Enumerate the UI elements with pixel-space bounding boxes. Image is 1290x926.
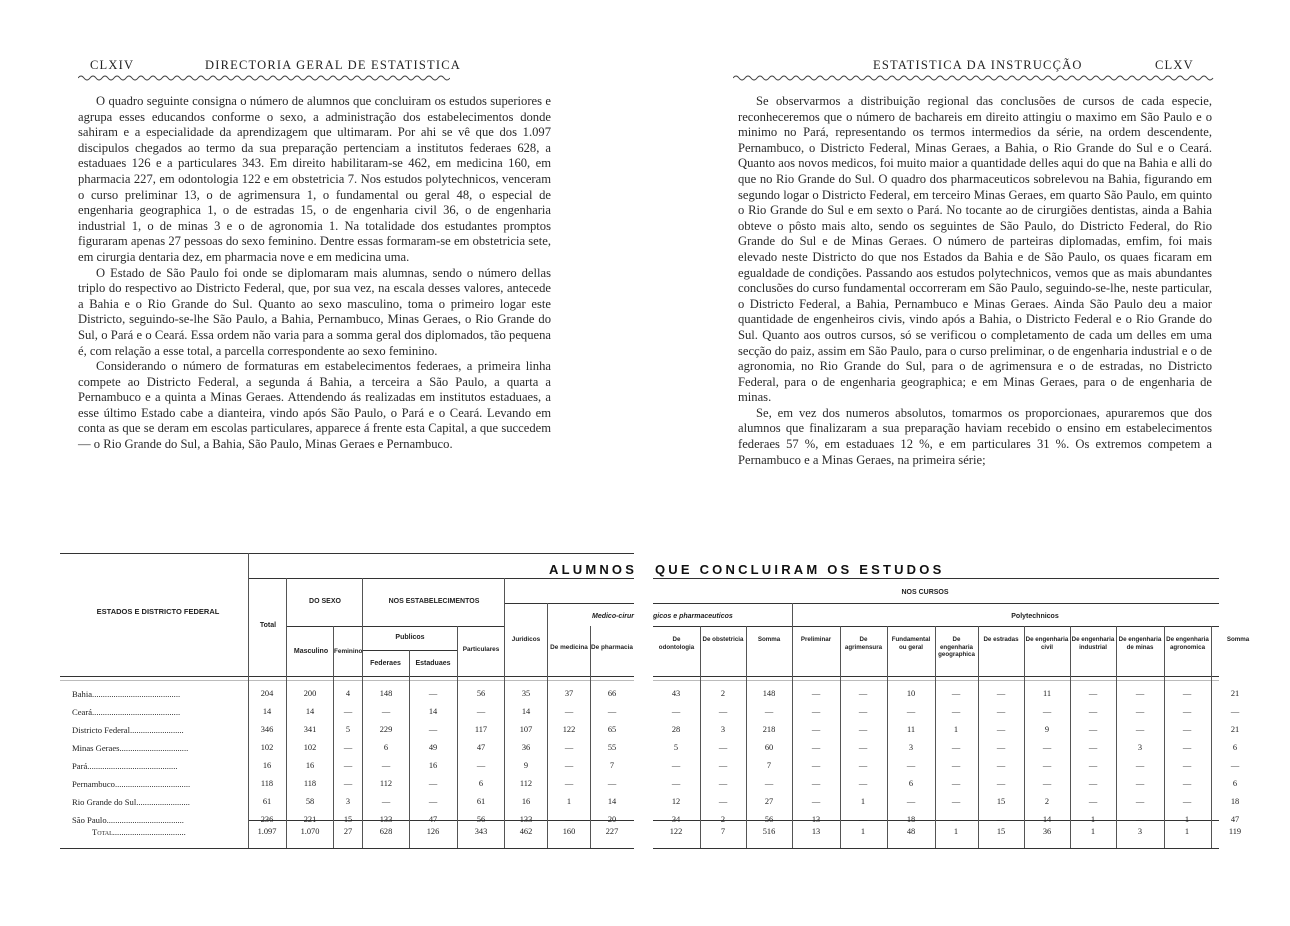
table-cell: —: [951, 797, 961, 806]
table-cell: 21: [1230, 725, 1240, 734]
table-cell: —: [671, 707, 681, 716]
table-cell: —: [476, 707, 486, 716]
table-cell: 204: [260, 689, 274, 698]
table-cell: 6: [1232, 779, 1238, 788]
table-cell: —: [1135, 707, 1145, 716]
table-cell: —: [718, 743, 728, 752]
table-cell: 200: [303, 689, 317, 698]
table-cell: 43: [671, 689, 681, 698]
table-cell: 56: [764, 815, 774, 824]
table-cell: 56: [476, 815, 486, 824]
table-cell: —: [1135, 761, 1145, 770]
table-cell: —: [1088, 761, 1098, 770]
table-cell: —: [1182, 743, 1192, 752]
table-cell: —: [1230, 761, 1240, 770]
table-cell: —: [428, 779, 438, 788]
table-cell: 9: [1044, 725, 1050, 734]
table-cell: 2: [720, 815, 726, 824]
table-cell: 60: [764, 743, 774, 752]
table-cell: 20: [607, 815, 617, 824]
state-row-label: Districto Federal.........................: [72, 725, 184, 735]
table-cell: —: [1088, 707, 1098, 716]
table-cell: 102: [303, 743, 317, 752]
table-cell: —: [607, 779, 617, 788]
table-cell: —: [564, 779, 574, 788]
table-cell: 1: [566, 797, 572, 806]
table-cell: —: [718, 761, 728, 770]
table-cell: 56: [476, 689, 486, 698]
total-cell: 160: [562, 827, 576, 836]
table-cell: —: [564, 815, 574, 824]
hdr-obstetricia: De obstetricia: [702, 636, 744, 643]
state-row-label: Ceará.........................................: [72, 707, 181, 717]
table-cell: —: [951, 707, 961, 716]
hdr-estaduaes: Estaduaes: [415, 660, 451, 667]
table-cell: 118: [303, 779, 317, 788]
table-cell: 1: [860, 797, 866, 806]
table-cell: —: [1042, 707, 1052, 716]
table-cell: 6: [383, 743, 389, 752]
table-cell: —: [764, 779, 774, 788]
table-cell: —: [951, 689, 961, 698]
table-cell: 148: [762, 689, 776, 698]
table-cell: 14: [428, 707, 438, 716]
hdr-do-sexo: DO SEXO: [309, 598, 341, 605]
table-cell: —: [1135, 725, 1145, 734]
total-row-label: Total..................................: [92, 827, 186, 837]
table-cell: 3: [908, 743, 914, 752]
right-folio: CLXV: [1155, 58, 1194, 72]
total-cell: 227: [605, 827, 619, 836]
table-cell: 66: [607, 689, 617, 698]
table-cell: —: [811, 761, 821, 770]
table-cell: —: [428, 797, 438, 806]
table-cell: 3: [345, 797, 351, 806]
table-cell: 1: [1184, 815, 1190, 824]
table-cell: —: [343, 761, 353, 770]
table-cell: —: [1042, 743, 1052, 752]
table-cell: —: [428, 725, 438, 734]
hdr-preliminar: Preliminar: [800, 636, 832, 643]
hdr-geographica: De engenharia geographica: [938, 636, 975, 658]
table-cell: —: [564, 707, 574, 716]
table-cell: —: [996, 761, 1006, 770]
total-cell: 36: [1042, 827, 1052, 836]
table-cell: 14: [1042, 815, 1052, 824]
hdr-somma: Somma: [757, 636, 781, 643]
table-cell: 14: [305, 707, 315, 716]
table-cell: —: [811, 707, 821, 716]
table-cell: —: [718, 707, 728, 716]
table-cell: —: [381, 797, 391, 806]
table-cell: —: [1182, 761, 1192, 770]
total-cell: 1.070: [300, 827, 320, 836]
table-cell: 5: [345, 725, 351, 734]
total-cell: 1: [1090, 827, 1096, 836]
table-cell: 148: [379, 689, 393, 698]
hdr-medico-cirur: Medico-cirur: [591, 613, 634, 620]
stub-header: ESTADOS E DISTRICTO FEDERAL: [96, 607, 220, 616]
table-cell: —: [1088, 779, 1098, 788]
table-cell: —: [764, 707, 774, 716]
table-cell: 16: [262, 761, 272, 770]
total-cell: 1: [860, 827, 866, 836]
hdr-medico-pharmaceuticos: gicos e pharmaceuticos: [653, 613, 733, 620]
hdr-agronomica: De engenharia agronomica: [1166, 636, 1209, 651]
total-cell: 15: [996, 827, 1006, 836]
table-cell: 21: [1230, 689, 1240, 698]
total-cell: 48: [906, 827, 916, 836]
total-cell: 343: [474, 827, 488, 836]
right-page: [645, 0, 1290, 926]
table-cell: —: [1135, 779, 1145, 788]
state-row-label: Rio Grande do Sul.........................: [72, 797, 190, 807]
hdr-federaes: Federaes: [370, 660, 401, 667]
hdr-odontologia: De odontologia: [658, 636, 695, 651]
right-head-rule: [733, 74, 1215, 82]
table-cell: 13: [811, 815, 821, 824]
table-cell: —: [1182, 725, 1192, 734]
table-cell: —: [1042, 761, 1052, 770]
table-cell: —: [607, 707, 617, 716]
table-cell: —: [858, 743, 868, 752]
hdr-publicos: Publicos: [395, 634, 425, 641]
table-cell: —: [996, 743, 1006, 752]
left-paragraph-1: O quadro seguinte consigna o número de alumnos que concluiram os estudos superiores e agrupa esses educandos conforme o sexo, a administração dos estabelecimentos donde sahiram e a especialidade da aprendizagem que ultimaram. Por ahi se vê que dos 1.097 discipulos chegados ao termo da sua preparação pertenciam a institutos federaes 628, a estaduaes 126 e a particulares 343. Em direito habilitaram-se 462, em medicina 160, em pharmacia 227, em odontologia 122 e em obstetricia 7. Nos estudos polytechnicos, venceram o curso preliminar 13, o de agrimensura 1, o fundamental ou geral 48, o especial de engenharia geographica 1, o de estradas 15, o de engenharia civil 36, o de engenharia industrial 1, o de minas 3 e o de agronomia 1. Na totalidade dos estudantes promptos figuraram apenas 27 pessoas do sexo feminino. Dentre essas formaram-se em obstetricia sete, em cirurgia dentaria dez, em pharmacia nove e em medicina uma.: [78, 94, 551, 264]
state-row-label: Pará..........................................: [72, 761, 178, 771]
table-cell: —: [343, 743, 353, 752]
table-cell: 112: [379, 779, 393, 788]
table-cell: —: [476, 761, 486, 770]
total-cell: 3: [1137, 827, 1143, 836]
hdr-masculino: Masculino: [293, 648, 329, 655]
table-cell: 15: [996, 797, 1006, 806]
hdr-minas: De engenharia de minas: [1118, 636, 1162, 651]
table-cell: 18: [1230, 797, 1240, 806]
table-cell: —: [1088, 743, 1098, 752]
table-cell: —: [381, 761, 391, 770]
table-cell: —: [996, 707, 1006, 716]
table-cell: —: [996, 779, 1006, 788]
left-running-head: DIRECTORIA GERAL DE ESTATISTICA: [205, 58, 461, 72]
table-cell: 2: [1044, 797, 1050, 806]
table-title-right: QUE CONCLUIRAM OS ESTUDOS: [655, 562, 945, 577]
table-cell: 107: [519, 725, 533, 734]
total-cell: 462: [519, 827, 533, 836]
table-cell: 35: [521, 689, 531, 698]
table-cell: —: [343, 779, 353, 788]
table-cell: —: [951, 779, 961, 788]
hdr-nos-estabelecimentos: NOS ESTABELECIMENTOS: [388, 598, 480, 605]
table-cell: —: [858, 725, 868, 734]
table-cell: —: [996, 725, 1006, 734]
hdr-agrimensura: De agrimensura: [844, 636, 883, 651]
table-cell: 6: [908, 779, 914, 788]
table-cell: 229: [379, 725, 393, 734]
right-paragraph-1: Se observarmos a distribuição regional das conclusões de cursos de cada especie, reconheceremos que o número de bachareis em direito attingiu o maximo em São Paulo e o minimo no Pará, representando os termos intermedios da série, na ordem descendente, Pernambuco, o Districto Federal, Minas Geraes, a Bahia, o Rio Grande do Sul e o Ceará. Quanto aos novos medicos, foi muito maior a quantidade delles aqui do que na Bahia e alli do que no Rio Grande do Sul. O quadro dos pharmaceuticos sobrelevou na Bahia, figurando em segundo logar o Districto Federal, em terceiro Minas Geraes, em quarto São Paulo, em quinto o Rio Grande do Sul e em sexto o Pará. No tocante ao de cirurgiões dentistas, ainda a Bahia obteve o pôsto mais alto, sendo os seguintes de São Paulo, do Districto Federal, do Rio Grande do Sul e de Minas Geraes. O número de parteiras diplomadas, emfim, foi mais elevado neste Districto do que nos Estados da Bahia e de São Paulo, os quaes ficaram em egualdade de condições. Passando aos estudos polytechnicos, vemos que as mais abundantes conclusões do curso fundamental occorreram em São Paulo, seguindo-se-lhe, neste particular, o Districto Federal, a Bahia, Pernambuco e Minas Geraes. Ainda São Paulo deu a maior quantidade de engenheiros civis, vindo após a Bahia, o Districto Federal e o Rio Grande do Sul. Quanto aos outros cursos, só se verificou o completamento de cada um delles em uma secção do paiz, assim em São Paulo, para o curso preliminar, o de engenharia industrial e o de agronomia, no Rio Grande do Sul, para o de agrimensura e o de estradas, no Districto Federal, para o de engenharia geographica; e em Minas Geraes, para o de engenharia de minas.: [738, 94, 1212, 405]
table-cell: —: [1088, 797, 1098, 806]
table-cell: —: [951, 815, 961, 824]
table-cell: 122: [562, 725, 576, 734]
table-cell: 37: [564, 689, 574, 698]
table-cell: —: [906, 707, 916, 716]
table-cell: 221: [303, 815, 317, 824]
table-cell: 47: [1230, 815, 1240, 824]
table-cell: 4: [345, 689, 351, 698]
hdr-nos-cursos: NOS CURSOS: [901, 589, 949, 596]
table-cell: 14: [607, 797, 617, 806]
table-cell: 61: [262, 797, 272, 806]
table-cell: —: [858, 779, 868, 788]
state-row-label: São Paulo....................................: [72, 815, 184, 825]
table-cell: 118: [260, 779, 274, 788]
table-cell: 112: [519, 779, 533, 788]
table-cell: 1: [953, 725, 959, 734]
hdr-medicina: De medicina: [550, 644, 588, 651]
table-cell: 14: [521, 707, 531, 716]
table-cell: 117: [474, 725, 488, 734]
left-paragraph-3: Considerando o número de formaturas em estabelecimentos federaes, a primeira linha compete ao Districto Federal, a segunda á Bahia, a terceira a São Paulo, a quarta a Pernambuco e a quinta a Minas Geraes. Attendendo ás realizadas em institutos estaduaes, a esse último Estado cabe a dianteira, vindo após São Paulo, o Pará e o Ceará. Levando em conta as que se deram em escolas particulares, apparece á frente esta Capital, a que succedem — o Rio Grande do Sul, a Bahia, São Paulo, Minas Geraes e Pernambuco.: [78, 359, 551, 452]
table-cell: —: [811, 797, 821, 806]
table-cell: 47: [428, 815, 438, 824]
table-cell: —: [1088, 725, 1098, 734]
table-cell: 7: [766, 761, 772, 770]
state-row-label: Bahia.........................................: [72, 689, 181, 699]
table-cell: —: [564, 761, 574, 770]
table-cell: 11: [1042, 689, 1052, 698]
left-head-rule: [78, 74, 450, 82]
table-cell: 49: [428, 743, 438, 752]
total-cell: 628: [379, 827, 393, 836]
table-cell: —: [951, 743, 961, 752]
table-cell: —: [1230, 707, 1240, 716]
table-cell: 1: [1090, 815, 1096, 824]
hdr-somma2: Somma: [1226, 636, 1250, 643]
left-body: [78, 94, 551, 453]
table-cell: —: [1088, 689, 1098, 698]
table-cell: 14: [262, 707, 272, 716]
left-paragraph-2: O Estado de São Paulo foi onde se diplomaram mais alumnas, sendo o número dellas triplo do respectivo ao Districto Federal, que, por sua vez, na escala desses valores, antecede a Bahia e o Rio Grande do Sul. Quanto ao sexo masculino, toma o primeiro logar este Districto, seguindo-se-lhe São Paulo, a Bahia, Pernambuco, Minas Geraes, o Rio Grande do Sul, o Pará e o Ceará. Essa ordem não varia para a somma geral dos diplomados, tão pequena é, com relação a esse total, a parcella correspondente ao sexo feminino.: [78, 265, 551, 358]
hdr-pharmacia: De pharmacia: [591, 644, 633, 651]
table-cell: —: [1182, 779, 1192, 788]
table-cell: 12: [671, 797, 681, 806]
total-cell: 13: [811, 827, 821, 836]
table-cell: 10: [906, 689, 916, 698]
table-cell: 3: [720, 725, 726, 734]
table-cell: 2: [720, 689, 726, 698]
table-cell: 61: [476, 797, 486, 806]
table-cell: 7: [609, 761, 615, 770]
hdr-particulares: Particulares: [462, 646, 500, 653]
table-cell: —: [1042, 779, 1052, 788]
hdr-juridicos: Juridicos: [511, 636, 541, 643]
hdr-civil: De engenharia civil: [1025, 636, 1069, 651]
table-cell: 27: [764, 797, 774, 806]
total-cell: 119: [1228, 827, 1242, 836]
table-cell: —: [906, 761, 916, 770]
total-cell: 7: [720, 827, 726, 836]
table-cell: —: [1135, 689, 1145, 698]
table-cell: —: [1182, 707, 1192, 716]
total-cell: 1: [953, 827, 959, 836]
total-cell: 1.097: [257, 827, 277, 836]
table-cell: —: [858, 689, 868, 698]
table-cell: —: [671, 761, 681, 770]
table-cell: —: [858, 815, 868, 824]
table-cell: 133: [519, 815, 533, 824]
table-cell: —: [718, 797, 728, 806]
table-cell: —: [811, 725, 821, 734]
table-cell: 11: [906, 725, 916, 734]
table-cell: —: [1182, 689, 1192, 698]
table-cell: 18: [906, 815, 916, 824]
total-cell: 27: [343, 827, 353, 836]
table-cell: 218: [762, 725, 776, 734]
table-cell: 6: [478, 779, 484, 788]
table-cell: 341: [303, 725, 317, 734]
table-cell: 6: [1232, 743, 1238, 752]
hdr-estradas: De estradas: [983, 636, 1019, 643]
table-bottom-rule: [60, 848, 634, 849]
table-cell: 55: [607, 743, 617, 752]
left-folio: CLXIV: [90, 58, 135, 72]
table-cell: 36: [521, 743, 531, 752]
table-cell: 16: [521, 797, 531, 806]
table-cell: —: [951, 761, 961, 770]
table-cell: 16: [428, 761, 438, 770]
total-cell: 126: [426, 827, 440, 836]
table-cell: 65: [607, 725, 617, 734]
hdr-feminino: Feminino: [334, 648, 363, 655]
table-cell: 34: [671, 815, 681, 824]
table-cell: —: [343, 707, 353, 716]
right-body: [738, 94, 1212, 468]
table-top-rule: [60, 553, 634, 554]
table-cell: 3: [1137, 743, 1143, 752]
table-cell: —: [1182, 797, 1192, 806]
total-cell: 122: [669, 827, 683, 836]
table-cell: —: [381, 707, 391, 716]
table-cell: 16: [305, 761, 315, 770]
hdr-total: Total: [259, 622, 277, 629]
table-cell: —: [858, 761, 868, 770]
table-cell: —: [718, 779, 728, 788]
table-cell: —: [811, 743, 821, 752]
table-cell: —: [1135, 797, 1145, 806]
table-cell: —: [564, 743, 574, 752]
total-cell: 1: [1184, 827, 1190, 836]
table-cell: —: [906, 797, 916, 806]
table-cell: —: [1135, 815, 1145, 824]
hdr-industrial: De engenharia industrial: [1071, 636, 1115, 651]
state-row-label: Pernambuco...................................: [72, 779, 191, 789]
table-cell: —: [996, 689, 1006, 698]
table-cell: —: [811, 779, 821, 788]
table-cell: —: [671, 779, 681, 788]
table-cell: 5: [673, 743, 679, 752]
table-cell: 58: [305, 797, 315, 806]
table-cell: 346: [260, 725, 274, 734]
total-cell: 516: [762, 827, 776, 836]
table-cell: —: [996, 815, 1006, 824]
table-title-left: ALUMNOS: [549, 562, 638, 577]
table-cell: 9: [523, 761, 529, 770]
table-cell: —: [428, 689, 438, 698]
table-cell: 15: [343, 815, 353, 824]
table-cell: 28: [671, 725, 681, 734]
state-row-label: Minas Geraes................................: [72, 743, 189, 753]
hdr-fundamental: Fundamental ou geral: [891, 636, 931, 651]
table-cell: 133: [379, 815, 393, 824]
table-cell: 236: [260, 815, 274, 824]
table-cell: —: [858, 707, 868, 716]
table-cell: 47: [476, 743, 486, 752]
table-cell: 102: [260, 743, 274, 752]
right-paragraph-2: Se, em vez dos numeros absolutos, tomarmos os proporcionaes, apuraremos que dos alumnos que finalizaram a sua preparação haviam recebido o ensino em estabelecimentos federaes 57 %, em estaduaes 12 %, e em particulares 31 %. Os extremos competem a Pernambuco e a Minas Geraes, na primeira série;: [738, 405, 1212, 467]
right-running-head: ESTATISTICA DA INSTRUCÇÃO: [873, 58, 1083, 72]
hdr-polytechnicos: Polytechnicos: [1011, 613, 1059, 620]
table-cell: —: [811, 689, 821, 698]
